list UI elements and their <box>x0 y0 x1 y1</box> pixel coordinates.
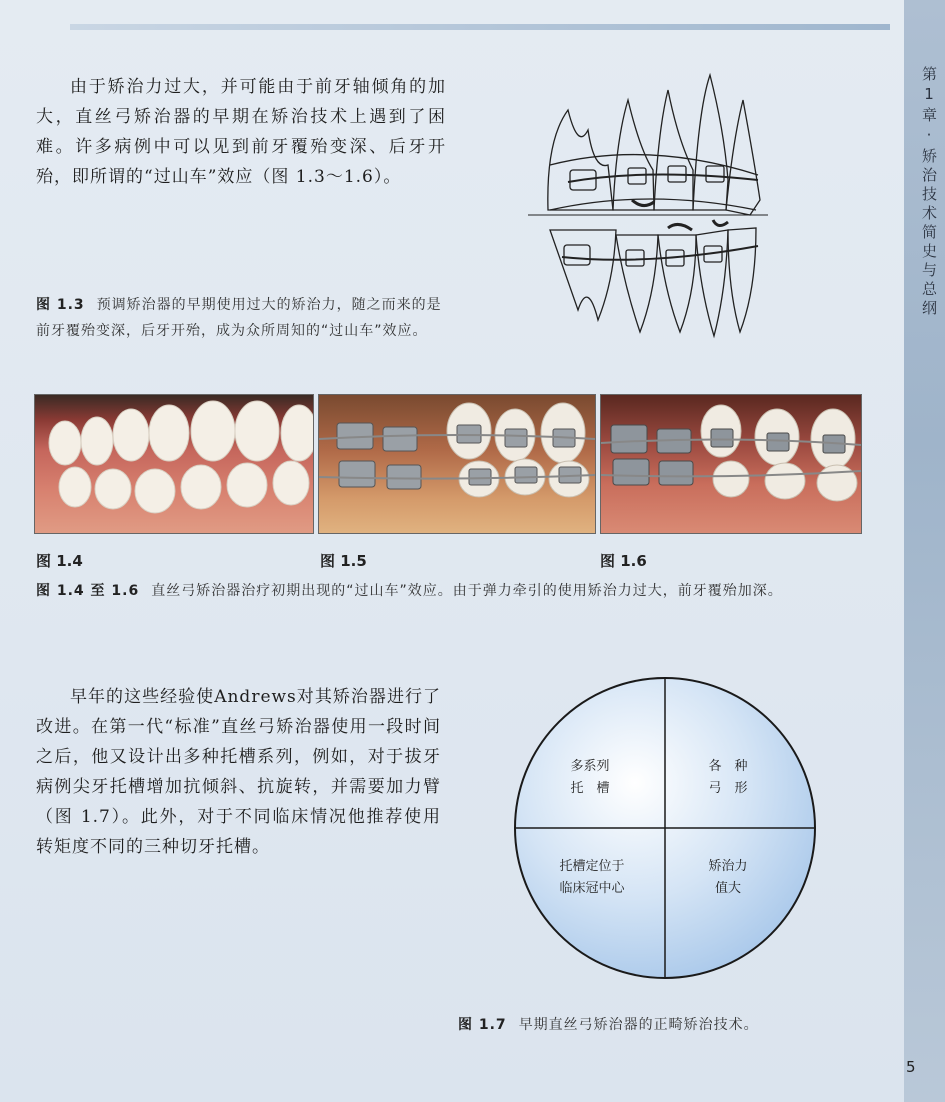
force-arrow-3 <box>713 220 728 226</box>
figure-1-7-caption-text: 早期直丝弓矫治器的正畸矫治技术。 <box>518 1017 759 1033</box>
upper-bracket-4 <box>706 166 724 182</box>
figure-1-4-photo <box>34 394 314 534</box>
force-arrow-2 <box>668 224 692 230</box>
figure-1-4-to-1-6-caption <box>36 578 866 604</box>
chapter-tab-title: 第1章·矫治技术简史与总纲 <box>920 66 938 319</box>
upper-incisor-outline <box>726 100 760 215</box>
upper-canine-outline <box>693 75 728 210</box>
figure-1-6-photo <box>600 394 862 534</box>
quadrant-1-line2: 托 槽 <box>570 781 610 796</box>
quadrant-1-line1: 多系列 <box>570 759 610 774</box>
header-rule <box>70 24 890 30</box>
page-number: 5 <box>906 1058 916 1076</box>
upper-molar-outline <box>548 110 613 210</box>
upper-premolar2-outline <box>654 90 693 210</box>
quadrant-2-line2: 弓 形 <box>708 781 748 796</box>
figure-1-7-diagram <box>510 670 820 986</box>
paragraph-1: 由于矫治力过大，并可能由于前牙轴倾角的加大，直丝弓矫治器的早期在矫治技术上遇到了困难。许多病例中可以见到前牙覆殆变深、后牙开殆，即所谓的“过山车”效应（图 1.3～1.6）。 <box>36 77 446 187</box>
force-arrow-1 <box>632 200 654 206</box>
figure-1-7-label: 图 1.7 <box>458 1017 507 1033</box>
figure-1-4-label: 图 1.4 <box>36 552 83 570</box>
paragraph-2: 早年的这些经验使Andrews对其矫治器进行了改进。在第一代“标准”直丝弓矫治器使用一段时间之后，他又设计出多种托槽系列，例如，对于拔牙病例尖牙托槽增加抗倾斜、抗旋转，并需要加力臂（图 1.7）。此外，对于不同临床情况他推荐使用转矩度不同的三种切牙托槽。 <box>36 687 441 857</box>
figure-1-3-label: 图 1.3 <box>36 297 85 313</box>
lower-bracket-1 <box>564 245 590 265</box>
figure-1-3-drawing <box>528 70 773 340</box>
figure-1-7-caption <box>458 1012 878 1038</box>
figure-1-3-caption-text: 预调矫治器的早期使用过大的矫治力，随之而来的是前牙覆殆变深，后牙开殆，成为众所周知的“过山车”效应。 <box>36 297 442 339</box>
lower-molar-outline <box>550 230 616 320</box>
figure-1-4-to-1-6-caption-text: 直丝弓矫治器治疗初期出现的“过山车”效应。由于弹力牵引的使用矫治力过大，前牙覆殆加深。 <box>151 583 783 599</box>
quadrant-3-line2: 临床冠中心 <box>559 881 625 896</box>
figure-1-3-caption <box>36 292 448 344</box>
lower-incisor-outline <box>728 228 756 332</box>
quadrant-4-line2: 值大 <box>714 881 742 896</box>
quadrant-3-line1: 托槽定位于 <box>559 859 625 874</box>
figure-1-4-to-1-6-label: 图 1.4 至 1.6 <box>36 583 140 599</box>
figure-1-5-photo <box>318 394 596 534</box>
figure-1-5-label: 图 1.5 <box>320 552 367 570</box>
quadrant-2-line1: 各 种 <box>708 759 748 774</box>
lower-bracket-2 <box>626 250 644 266</box>
figure-1-6-label: 图 1.6 <box>600 552 647 570</box>
quadrant-4-line1: 矫治力 <box>708 859 748 874</box>
